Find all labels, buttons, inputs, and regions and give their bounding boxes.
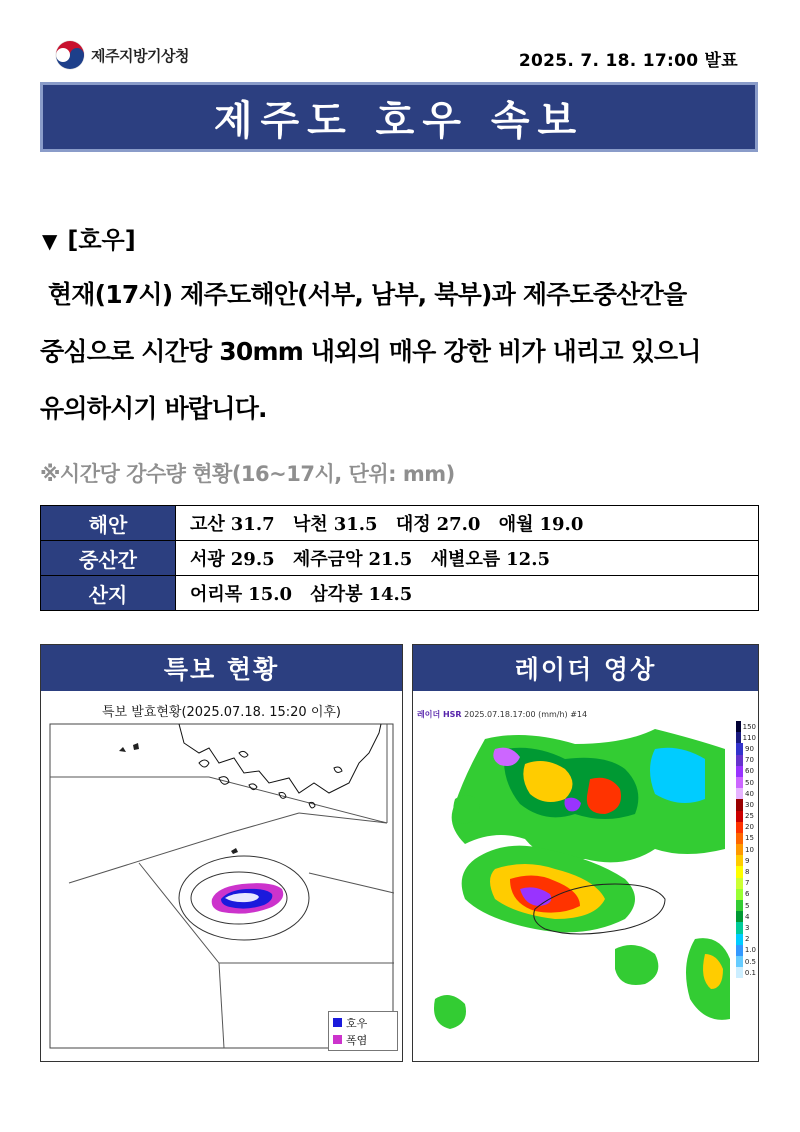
station-name: 애월 — [498, 514, 534, 535]
scale-step — [736, 755, 756, 766]
scale-label: 4 — [745, 912, 750, 921]
scale-step — [736, 866, 756, 877]
warning-panel-title: 특보 현황 — [41, 645, 402, 691]
agency-name: 제주지방기상청 — [91, 46, 189, 65]
scale-step — [736, 967, 756, 978]
scale-color-chip — [736, 945, 743, 956]
station-name: 고산 — [190, 514, 225, 535]
legend-item — [333, 1031, 393, 1048]
scale-color-chip — [736, 721, 741, 732]
scale-color-chip — [736, 788, 743, 799]
station-name: 대정 — [395, 514, 431, 535]
category-mountain: 산지 — [41, 576, 176, 611]
scale-step — [736, 911, 756, 922]
station-name: 서광 — [190, 549, 225, 570]
scale-label: 7 — [745, 879, 750, 888]
station-value: 21.5 — [368, 549, 413, 570]
kma-emblem-icon — [55, 40, 85, 70]
body-line-1: 현재(17시) 제주도해안(서부, 남부, 북부)과 제주도중산간을 — [40, 280, 687, 309]
bulletin-title-bar — [40, 82, 758, 152]
scale-label: 90 — [745, 744, 754, 753]
scale-label: 10 — [745, 845, 754, 854]
body-line-2: 중심으로 시간당 30mm 내외의 매우 강한 비가 내리고 있으니 — [40, 337, 701, 366]
scale-step — [736, 743, 756, 754]
station-value: 19.0 — [539, 514, 584, 535]
section-heading-text: [호우] — [67, 226, 136, 254]
scale-color-chip — [736, 822, 743, 833]
scale-label: 150 — [742, 722, 756, 731]
scale-color-chip — [736, 900, 743, 911]
coast-values — [176, 506, 759, 541]
scale-label: 70 — [745, 756, 754, 765]
scale-step — [736, 811, 756, 822]
scale-step — [736, 956, 756, 967]
scale-color-chip — [736, 844, 743, 855]
scale-label: 50 — [745, 778, 754, 787]
scale-step — [736, 822, 756, 833]
table-row — [41, 506, 759, 541]
scale-step — [736, 788, 756, 799]
scale-label: 15 — [745, 834, 754, 843]
warning-map-caption: 특보 발효현황(2025.07.18. 15:20 이후) — [101, 705, 342, 720]
station-value: 31.7 — [230, 514, 275, 535]
radar-caption-time: 2025.07.18.17:00 (mm/h) #14 — [464, 710, 588, 719]
table-row — [41, 576, 759, 611]
scale-step — [736, 721, 756, 732]
scale-color-chip — [736, 967, 743, 978]
category-midmountain: 중산간 — [41, 541, 176, 576]
scale-label: 30 — [745, 800, 754, 809]
legend-swatch — [333, 1035, 342, 1044]
scale-color-chip — [736, 878, 743, 889]
scale-label: 60 — [745, 767, 754, 776]
scale-step — [736, 844, 756, 855]
down-triangle-icon: ▼ — [42, 229, 58, 253]
scale-color-chip — [736, 956, 743, 967]
legend-swatch — [333, 1018, 342, 1027]
station-name: 제주금악 — [292, 549, 363, 570]
scale-color-chip — [736, 799, 743, 810]
scale-color-chip — [736, 766, 743, 777]
legend-label: 호우 — [346, 1016, 368, 1030]
legend-item — [333, 1014, 393, 1031]
scale-step — [736, 732, 756, 743]
scale-label: 40 — [745, 789, 754, 798]
bulletin-body — [40, 266, 762, 437]
scale-color-chip — [736, 732, 741, 743]
scale-color-chip — [736, 855, 743, 866]
scale-step — [736, 777, 756, 788]
station-name: 어리목 — [190, 584, 243, 605]
radar-image — [415, 719, 733, 1049]
scale-label: 1.0 — [744, 946, 756, 955]
midmountain-values — [176, 541, 759, 576]
scale-label: 9 — [745, 856, 750, 865]
legend-label: 폭염 — [346, 1033, 368, 1047]
agency-logo — [55, 40, 189, 70]
station-name: 새별오름 — [430, 549, 501, 570]
warning-status-panel — [40, 644, 403, 1062]
scale-label: 6 — [745, 890, 750, 899]
scale-color-chip — [736, 866, 743, 877]
scale-color-chip — [736, 755, 743, 766]
body-line-3: 유의하시기 바랍니다. — [40, 394, 267, 423]
scale-color-chip — [736, 889, 743, 900]
rain-note: ※시간당 강수량 현황(16~17시, 단위: mm) — [40, 462, 455, 486]
scale-step — [736, 855, 756, 866]
scale-label: 25 — [745, 812, 754, 821]
station-value: 29.5 — [230, 549, 275, 570]
scale-step — [736, 900, 756, 911]
scale-step — [736, 799, 756, 810]
warning-map — [49, 723, 394, 1049]
warning-legend — [328, 1011, 398, 1051]
station-value: 15.0 — [248, 584, 293, 605]
station-value: 14.5 — [368, 584, 413, 605]
scale-label: 5 — [745, 901, 750, 910]
bulletin-title: 제주도 호우 속보 — [213, 97, 585, 144]
scale-label: 2 — [745, 935, 750, 944]
document-header — [0, 0, 800, 80]
scale-color-chip — [736, 911, 743, 922]
scale-color-chip — [736, 922, 743, 933]
radar-panel-title: 레이더 영상 — [413, 645, 758, 691]
radar-caption-label: 레이더 HSR — [417, 710, 462, 719]
scale-color-chip — [736, 743, 743, 754]
scale-step — [736, 833, 756, 844]
scale-label: 8 — [745, 868, 750, 877]
rainfall-table — [40, 505, 759, 611]
mountain-values — [176, 576, 759, 611]
scale-label: 110 — [742, 733, 756, 742]
scale-label: 20 — [745, 823, 754, 832]
scale-color-chip — [736, 777, 743, 788]
station-name: 낙천 — [292, 514, 328, 535]
scale-step — [736, 878, 756, 889]
station-value: 12.5 — [506, 549, 550, 570]
section-heading — [42, 220, 136, 255]
scale-color-chip — [736, 811, 743, 822]
scale-color-chip — [736, 934, 743, 945]
issued-timestamp: 2025. 7. 18. 17:00 발표 — [518, 51, 738, 71]
category-coast: 해안 — [41, 506, 176, 541]
scale-step — [736, 922, 756, 933]
scale-label: 0.1 — [744, 968, 756, 977]
scale-step — [736, 766, 756, 777]
scale-step — [736, 945, 756, 956]
scale-label: 0.5 — [744, 957, 756, 966]
radar-image-panel — [412, 644, 759, 1062]
radar-color-scale — [736, 721, 756, 978]
station-value: 27.0 — [436, 514, 481, 535]
station-value: 31.5 — [333, 514, 378, 535]
scale-step — [736, 889, 756, 900]
station-name: 삼각봉 — [310, 584, 363, 605]
scale-step — [736, 934, 756, 945]
scale-color-chip — [736, 833, 743, 844]
scale-label: 3 — [745, 923, 750, 932]
table-row — [41, 541, 759, 576]
